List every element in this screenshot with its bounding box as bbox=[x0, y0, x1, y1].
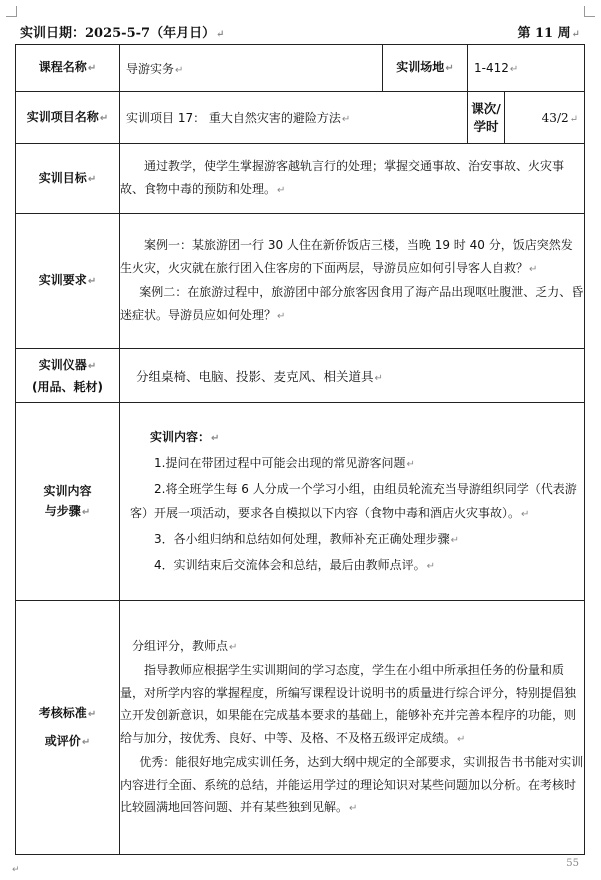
session-hours-label: 课次/ 学时 bbox=[468, 92, 505, 144]
page-number: 55 bbox=[566, 858, 579, 869]
content-text bbox=[120, 403, 585, 601]
content-step: 3．各小组归纳和总结如何处理，教师补充正确处理步骤↵ bbox=[154, 531, 460, 546]
assessment-row bbox=[16, 601, 585, 855]
content-heading: 实训内容：↵ bbox=[150, 429, 220, 444]
case-one: 案例一：某旅游团一行 30 人住在新侨饭店三楼，当晚 19 时 40 分，饭店突然发生火灾，火灾就在旅行团入住客房的下面两层，导游员应如何引导客人自救？↵ bbox=[120, 238, 573, 275]
course-name-label: 课程名称↵ bbox=[16, 45, 120, 92]
project-name-label: 实训项目名称↵ bbox=[16, 92, 120, 144]
training-site-label: 实训场地↵ bbox=[383, 45, 468, 92]
course-name-value: 导游实务↵ bbox=[120, 45, 383, 92]
assessment-intro: 分组评分，教师点↵ bbox=[132, 638, 238, 653]
assessment-text bbox=[120, 601, 585, 855]
page-corner-mark bbox=[584, 6, 595, 17]
content-row bbox=[16, 403, 585, 601]
requirement-label: 实训要求↵ bbox=[16, 214, 120, 349]
assessment-criteria: 指导教师应根据学生实训期间的学习态度，学生在小组中所承担任务的份量和质量，对所学内容的掌握程度，所编写课程设计说明书的质量进行综合评分，特别提倡独立开发创新意识，如果能在完成基本要求的基础上，能够补充并完善本程序的功能，则给与加分，按优秀、良好、中等、及格、不及格五级评定成绩。↵ bbox=[120, 663, 577, 745]
goal-text: 通过教学，使学生掌握游客越轨言行的处理；掌握交通事故、治安事故、火灾事故、食物中毒的预防和处理。↵ bbox=[120, 144, 585, 214]
goal-row bbox=[16, 144, 585, 214]
equipment-text: 分组桌椅、电脑、投影、麦克风、相关道具↵ bbox=[120, 349, 585, 403]
training-date: 实训日期：2025-5-7（年月日）↵ bbox=[20, 26, 225, 41]
assessment-label: 考核标准↵ 或评价↵ bbox=[16, 601, 120, 855]
equipment-row bbox=[16, 349, 585, 403]
project-row bbox=[16, 92, 585, 144]
equipment-label: 实训仪器↵ (用品、耗材) bbox=[16, 349, 120, 403]
case-two: 案例二：在旅游过程中，旅游团中部分旅客因食用了海产品出现呕吐腹泄、乏力、昏迷症状。导游员应如何处理？↵ bbox=[120, 285, 584, 322]
training-record-table bbox=[15, 44, 585, 855]
paragraph-mark: ↵ bbox=[12, 865, 20, 875]
content-step: 4．实训结束后交流体会和总结，最后由教师点评。↵ bbox=[154, 557, 436, 572]
page-corner-mark bbox=[6, 6, 17, 17]
requirement-row bbox=[16, 214, 585, 349]
training-site-value: 1-412↵ bbox=[468, 45, 585, 92]
assessment-excellent: 优秀：能很好地完成实训任务，达到大纲中规定的全部要求，实训报告书书能对实训内容进行全面、系统的总结，并能运用学过的理论知识对某些问题加以分析。在考核时比较圆满地回答问题、并有某些独到见解。↵ bbox=[120, 755, 584, 814]
page-header bbox=[20, 22, 588, 42]
goal-label: 实训目标↵ bbox=[16, 144, 120, 214]
week-number: 第 11 周↵ bbox=[517, 26, 580, 41]
requirement-text bbox=[120, 214, 585, 349]
content-step: 1.提问在带团过程中可能会出现的常见游客问题↵ bbox=[154, 455, 415, 470]
project-name-value: 实训项目 17： 重大自然灾害的避险方法↵ bbox=[120, 92, 468, 144]
content-label: 实训内容 与步骤↵ bbox=[16, 403, 120, 601]
session-hours-value: 43/2↵ bbox=[505, 92, 585, 144]
content-step: 2.将全班学生每 6 人分成一个学习小组，由组员轮流充当导游组织同学（代表游客）开展一项活动，要求各自模拟以下内容（食物中毒和酒店火灾事故）。↵ bbox=[130, 481, 577, 520]
course-row bbox=[16, 45, 585, 92]
